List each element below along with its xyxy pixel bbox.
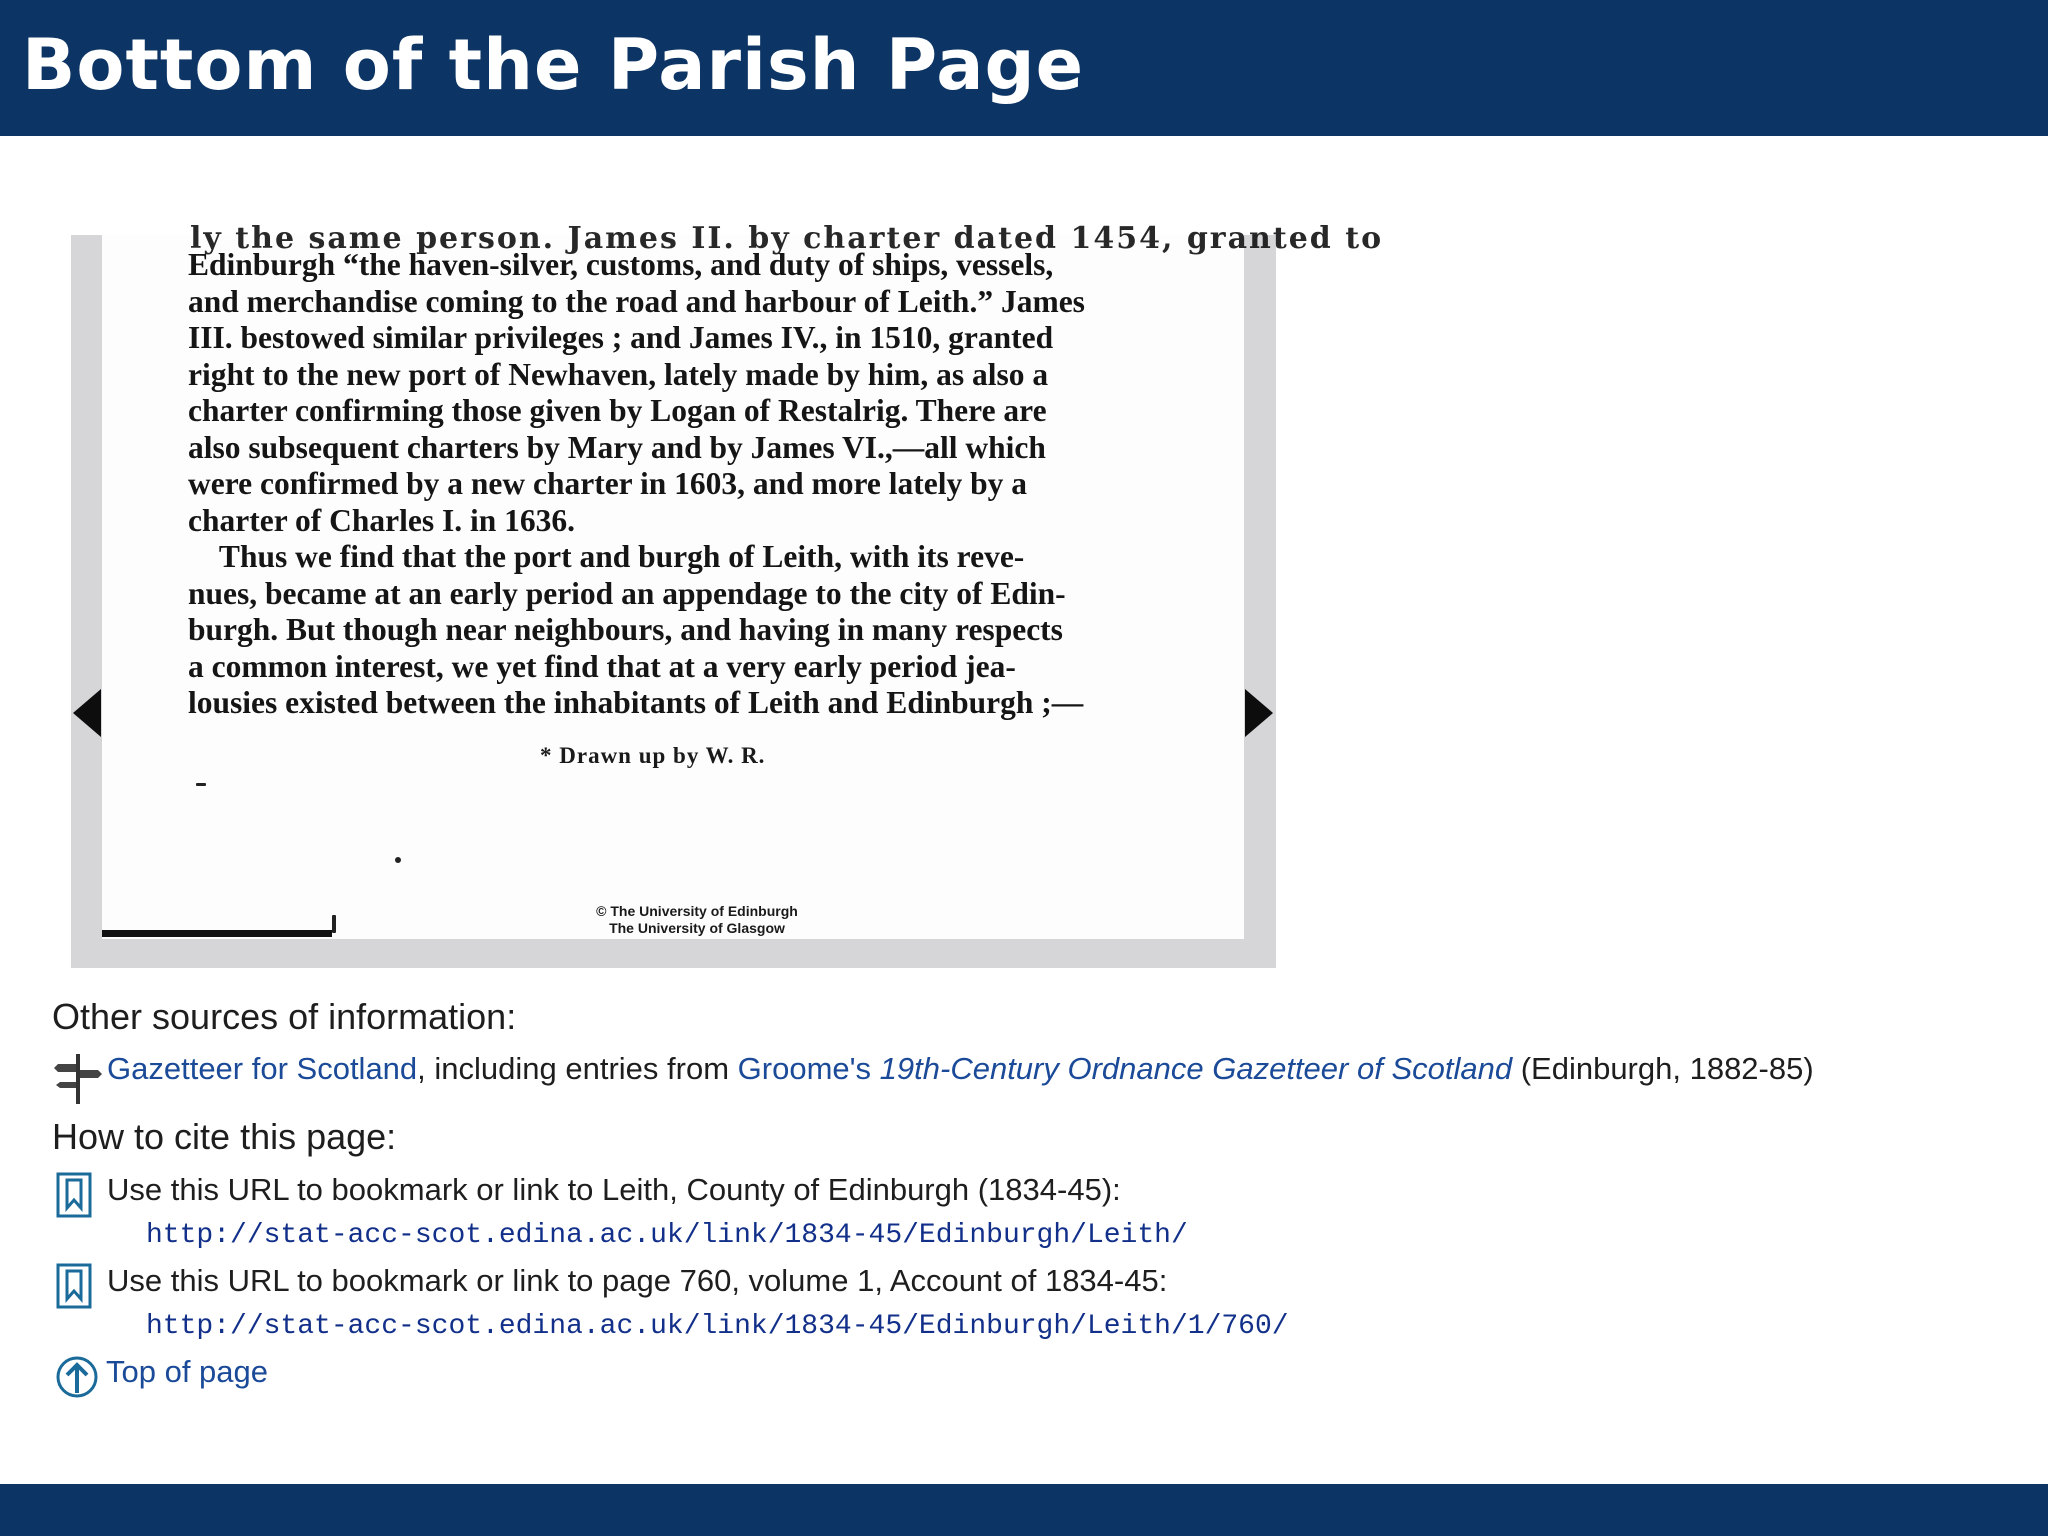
- scan-ink-mark: [196, 783, 206, 786]
- scan-line: burgh. But though near neighbours, and having in many respects: [188, 612, 1063, 647]
- scan-line: Edinburgh “the haven-silver, customs, and duty of ships, vessels,: [188, 247, 1054, 282]
- bookmark-icon[interactable]: [56, 1263, 92, 1309]
- scan-copyright-line: The University of Glasgow: [609, 920, 785, 936]
- top-of-page-link[interactable]: Top of page: [106, 1354, 269, 1389]
- scan-copyright: [537, 903, 857, 937]
- gazetteer-row: [107, 1051, 1814, 1087]
- scan-ink-mark: [332, 915, 336, 933]
- scan-cut-line: ly the same person. James II. by charter dated 1454, granted to: [190, 221, 1384, 256]
- scan-line: lousies existed between the inhabitants of Leith and Edinburgh ;—: [188, 685, 1084, 720]
- scan-ink-mark: [102, 930, 332, 937]
- slide-title: Bottom of the Parish Page: [22, 24, 1085, 106]
- scan-text: [188, 247, 1188, 722]
- scan-line: a common interest, we yet find that at a very early period jea-: [188, 648, 1016, 684]
- scan-line: charter of Charles I. in 1636.: [188, 502, 575, 538]
- signpost-icon: [54, 1052, 104, 1106]
- scan-line: nues, became at an early period an appendage to the city of Edin-: [188, 575, 1066, 611]
- gazetteer-suffix: (Edinburgh, 1882-85): [1512, 1051, 1814, 1086]
- scanned-page: [102, 221, 1384, 939]
- triangle-left-icon[interactable]: [71, 687, 105, 739]
- up-arrow-circle-icon[interactable]: [55, 1355, 99, 1399]
- scan-line: charter confirming those given by Logan of Restalrig. There are: [188, 393, 1047, 428]
- page-image-viewer: [71, 221, 1384, 968]
- cite-url[interactable]: http://stat-acc-scot.edina.ac.uk/link/1834-45/Edinburgh/Leith/: [146, 1220, 1188, 1251]
- scan-footnote: * Drawn up by W. R.: [540, 743, 766, 768]
- cite-heading: How to cite this page:: [52, 1116, 397, 1157]
- scan-copyright-line: © The University of Edinburgh: [596, 903, 798, 919]
- scan-line: and merchandise coming to the road and harbour of Leith.” James: [188, 283, 1085, 319]
- bookmark-icon[interactable]: [56, 1172, 92, 1218]
- scan-line: also subsequent charters by Mary and by James VI.,—all which: [188, 429, 1046, 465]
- other-sources-heading: Other sources of information:: [52, 996, 517, 1037]
- ordnance-gazetteer-link[interactable]: 19th-Century Ordnance Gazetteer of Scotland: [879, 1051, 1513, 1086]
- cite-url[interactable]: http://stat-acc-scot.edina.ac.uk/link/1834-45/Edinburgh/Leith/1/760/: [146, 1311, 1289, 1342]
- groome-link[interactable]: Groome's: [737, 1051, 880, 1086]
- scan-line: right to the new port of Newhaven, lately made by him, as also a: [188, 356, 1049, 392]
- scan-ink-mark: [395, 857, 401, 863]
- triangle-right-icon[interactable]: [1241, 687, 1275, 739]
- gazetteer-including-text: , including entries from: [417, 1051, 738, 1086]
- scan-line: were confirmed by a new charter in 1603, and more lately by a: [188, 466, 1028, 501]
- cite-label: Use this URL to bookmark or link to page 760, volume 1, Account of 1834-45:: [107, 1263, 1168, 1298]
- footer-bar: [0, 1484, 2048, 1536]
- gazetteer-link[interactable]: Gazetteer for Scotland: [107, 1051, 418, 1086]
- top-of-page-row: [106, 1354, 268, 1390]
- title-bar: [0, 0, 2048, 136]
- scan-line: III. bestowed similar privileges ; and James IV., in 1510, granted: [188, 320, 1054, 355]
- scan-line: Thus we find that the port and burgh of Leith, with its reve-: [188, 539, 1025, 574]
- cite-label: Use this URL to bookmark or link to Leith, County of Edinburgh (1834-45):: [107, 1172, 1121, 1207]
